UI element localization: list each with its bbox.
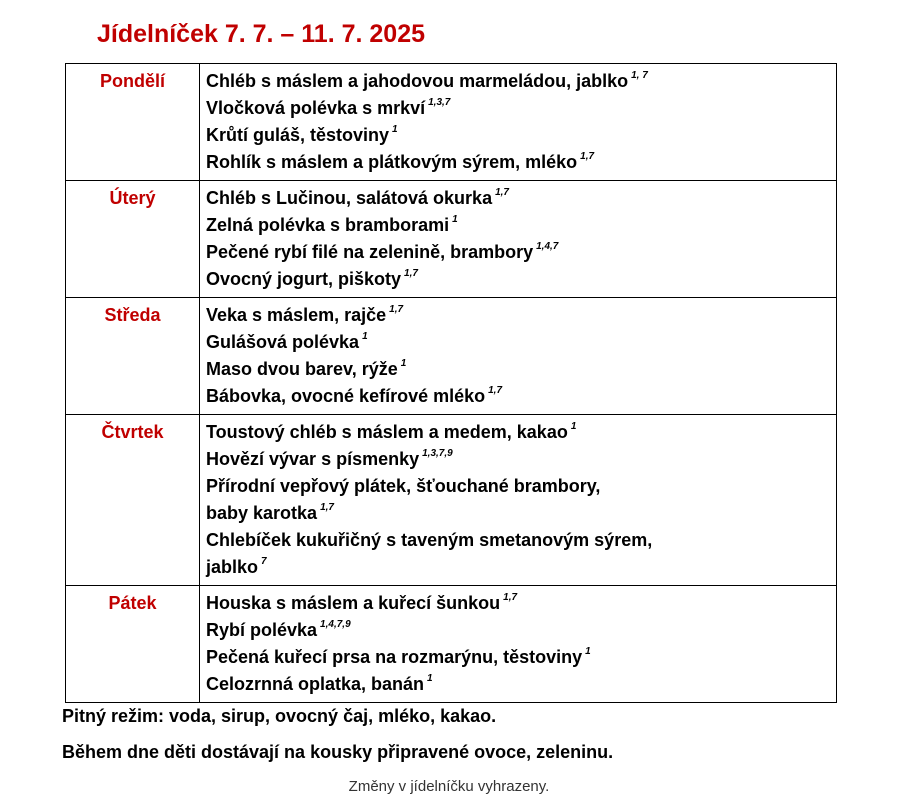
day-meals [200, 181, 837, 298]
meal-item [206, 419, 836, 446]
day-name: Pátek [66, 586, 200, 703]
footer-note: Změny v jídelníčku vyhrazeny. [348, 778, 550, 795]
meal-text: Chlebíček kukuřičný s taveným smetanovým sýrem, [206, 530, 653, 550]
allergen-codes: 1 [452, 214, 458, 225]
day-meals [200, 64, 837, 181]
drinks-note: Pitný režim: voda, sirup, ovocný čaj, mléko, kakao. [62, 706, 497, 726]
meal-item [206, 356, 836, 383]
day-name: Čtvrtek [66, 415, 200, 586]
meal-item [206, 590, 836, 617]
meal-item [206, 212, 836, 239]
allergen-codes: 1 [400, 358, 407, 369]
meal-text: Přírodní vepřový plátek, šťouchané brambory, [206, 476, 601, 496]
fruit-note: Během dne děti dostávají na kousky připravené ovoce, zeleninu. [62, 742, 614, 762]
allergen-codes: 1,7 [503, 592, 518, 603]
meal-item [206, 671, 836, 698]
day-row [66, 586, 837, 703]
allergen-codes: 1 [585, 646, 591, 657]
meal-text: baby karotka [206, 503, 318, 523]
meal-text: Rohlík s máslem a plátkovým sýrem, mléko [206, 152, 578, 172]
allergen-codes: 7 [261, 556, 267, 567]
day-row [66, 298, 837, 415]
meal-item [206, 446, 836, 473]
meal-text: Ovocný jogurt, piškoty [206, 269, 402, 289]
allergen-codes: 1,7 [488, 385, 503, 396]
meal-text: Rybí polévka [206, 620, 318, 640]
allergen-codes: 1,4,7 [536, 241, 559, 252]
meal-item [206, 266, 836, 293]
meal-item [206, 500, 836, 527]
allergen-codes: 1, 7 [631, 70, 648, 81]
meal-text: jablko [206, 557, 259, 577]
meal-item [206, 68, 836, 95]
meal-text: Bábovka, ovocné kefírové mléko [206, 386, 486, 406]
meal-item [206, 302, 836, 329]
allergen-codes: 1,7 [320, 502, 334, 513]
meal-text: Hovězí vývar s písmenky [206, 449, 420, 469]
meal-text: Pečené rybí filé na zelenině, brambory [206, 242, 534, 262]
allergen-codes: 1,7 [389, 304, 404, 315]
meal-item [206, 644, 836, 671]
allergen-codes: 1 [392, 124, 398, 135]
allergen-codes: 1,7 [495, 187, 509, 198]
allergen-codes: 1,7 [580, 151, 595, 162]
meal-text: Chléb s máslem a jahodovou marmeládou, jablko [206, 71, 629, 91]
allergen-codes: 1 [362, 331, 368, 342]
day-name: Středa [66, 298, 200, 415]
meal-item [206, 329, 836, 356]
allergen-codes: 1,7 [404, 268, 418, 279]
meal-text: Houska s máslem a kuřecí šunkou [206, 593, 501, 613]
meal-item [206, 527, 836, 554]
day-meals [200, 415, 837, 586]
meal-item [206, 95, 836, 122]
day-meals [200, 298, 837, 415]
meal-text: Zelná polévka s bramborami [206, 215, 450, 235]
menu-table-body [66, 64, 837, 703]
meal-text: Maso dvou barev, rýže [206, 359, 398, 379]
meal-text: Toustový chléb s máslem a medem, kakao [206, 422, 568, 442]
allergen-codes: 1,3,7 [428, 97, 451, 108]
allergen-codes: 1,3,7,9 [422, 448, 453, 459]
meal-item [206, 149, 836, 176]
meal-text: Gulášová polévka [206, 332, 360, 352]
menu-table [65, 63, 837, 703]
day-name: Pondělí [66, 64, 200, 181]
meal-text: Celozrnná oplatka, banán [206, 674, 425, 694]
meal-item [206, 185, 836, 212]
meal-text: Pečená kuřecí prsa na rozmarýnu, těstoviny [206, 647, 583, 667]
page-title: Jídelníček 7. 7. – 11. 7. 2025 [97, 20, 426, 48]
meal-text: Vločková polévka s mrkví [206, 98, 426, 118]
meal-text: Krůtí guláš, těstoviny [206, 125, 390, 145]
day-row [66, 181, 837, 298]
day-name: Úterý [66, 181, 200, 298]
meal-text: Chléb s Lučinou, salátová okurka [206, 188, 493, 208]
meal-text: Veka s máslem, rajče [206, 305, 387, 325]
meal-item [206, 383, 836, 410]
day-meals [200, 586, 837, 703]
meal-item [206, 617, 836, 644]
allergen-codes: 1 [427, 673, 433, 684]
day-row [66, 415, 837, 586]
allergen-codes: 1 [570, 421, 577, 432]
meal-item [206, 473, 836, 500]
meal-item [206, 554, 836, 581]
day-row [66, 64, 837, 181]
meal-item [206, 122, 836, 149]
meal-item [206, 239, 836, 266]
allergen-codes: 1,4,7,9 [320, 619, 351, 630]
